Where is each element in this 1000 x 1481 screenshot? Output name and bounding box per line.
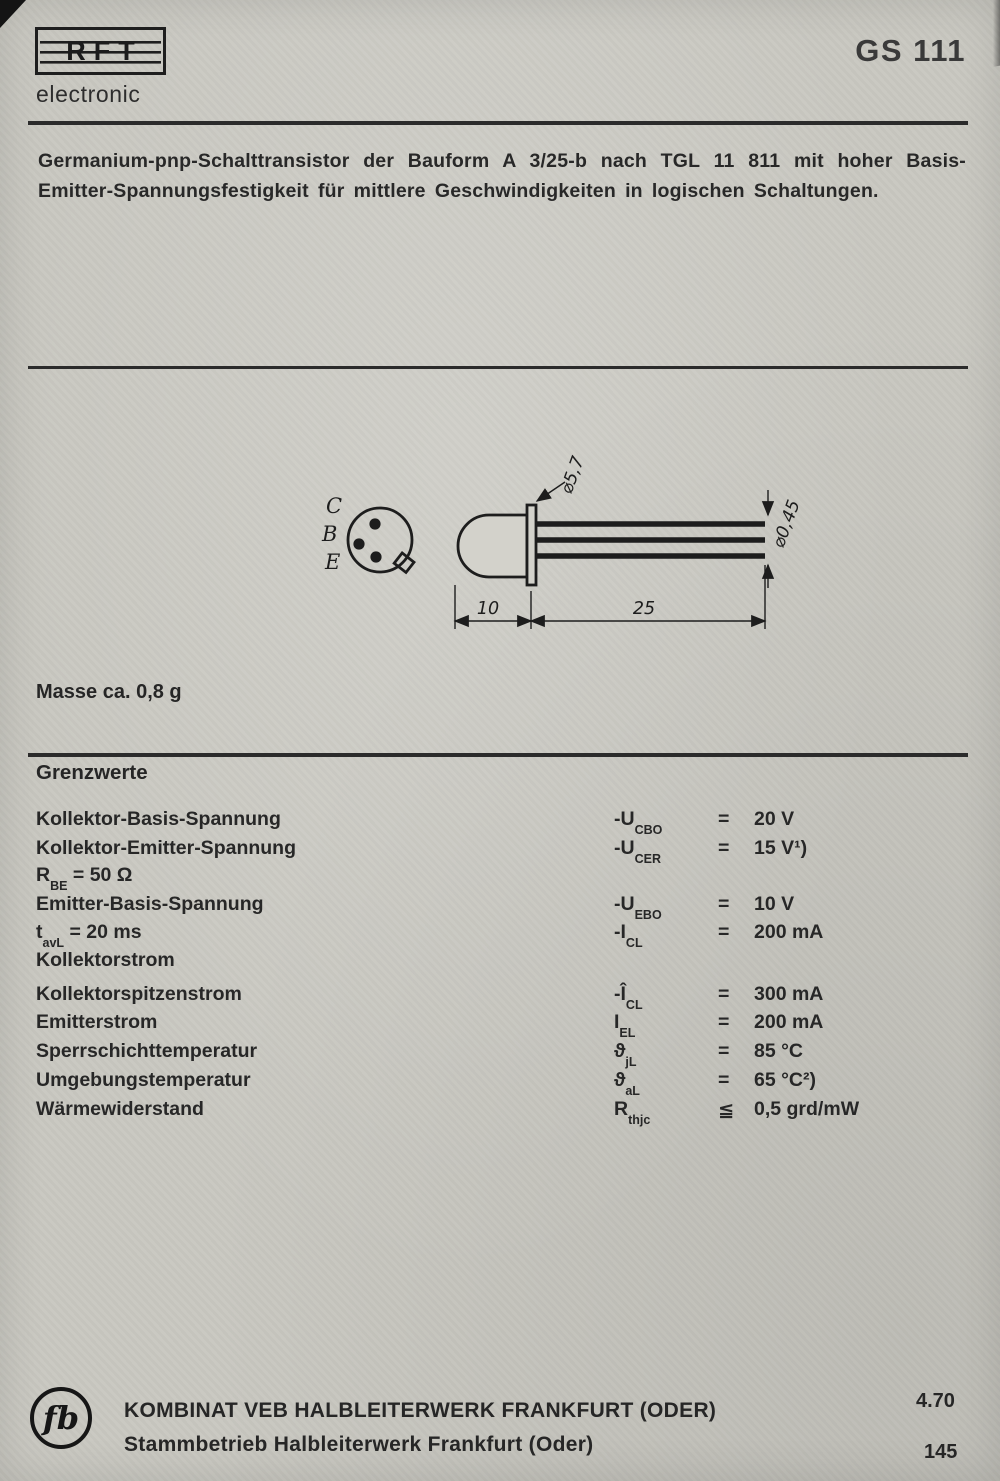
- limit-label: Wärmewiderstand: [36, 1098, 204, 1120]
- horizontal-rule: [28, 366, 968, 369]
- rft-logo-text: RFT: [66, 35, 143, 66]
- limit-symbol: $-U_{CER}$: [614, 837, 661, 866]
- limit-label: Kollektorspitzenstrom: [36, 983, 242, 1005]
- limit-row: [36, 983, 966, 1010]
- dim-flange-diameter: ⌀5,7: [556, 453, 589, 497]
- limit-relation: =: [718, 921, 730, 943]
- limit-label: $R_{BE} = 50$ Ω: [36, 864, 133, 893]
- limit-symbol: $ϑ_{aL}$: [614, 1069, 640, 1098]
- dim-body-length: 10: [476, 599, 500, 619]
- pin-label-e: E: [325, 550, 341, 574]
- limit-symbol: $I_{EL}$: [614, 1011, 636, 1040]
- part-number: GS 111: [855, 33, 966, 68]
- limit-label: Kollektor-Basis-Spannung: [36, 808, 281, 830]
- limit-value: 20 V: [754, 808, 795, 830]
- horizontal-rule: [28, 753, 968, 757]
- dim-lead-diameter: ⌀0,45: [768, 497, 805, 551]
- limit-row: [36, 864, 966, 891]
- horizontal-rule: [28, 121, 968, 125]
- limit-value: 15 V¹): [754, 837, 808, 859]
- limit-row: [36, 808, 966, 835]
- company-line-1: KOMBINAT VEB HALBLEITERWERK FRANKFURT (ODER): [124, 1399, 717, 1422]
- limits-table: [36, 800, 966, 1130]
- mass-note: Masse ca. 0,8 g: [36, 681, 182, 703]
- limit-value: 10 V: [754, 893, 795, 915]
- limit-row: [36, 1069, 966, 1096]
- limit-relation: =: [718, 1040, 730, 1062]
- limit-label: Umgebungstemperatur: [36, 1069, 251, 1091]
- limit-relation: =: [718, 893, 730, 915]
- scan-artifact-corner: [0, 0, 26, 28]
- pin-label-c: C: [326, 494, 343, 518]
- halbleiterwerk-logo: [28, 1385, 94, 1451]
- dim-lead-length: 25: [632, 599, 656, 619]
- limit-label: Kollektorstrom: [36, 949, 175, 971]
- limit-value: 200 mA: [754, 921, 824, 943]
- brand-subtitle: electronic: [36, 81, 141, 107]
- limit-relation: =: [718, 808, 730, 830]
- limit-row: [36, 1011, 966, 1038]
- limit-relation: =: [718, 983, 730, 1005]
- limit-relation: ≦: [718, 1099, 735, 1121]
- limit-symbol: $ϑ_{jL}$: [614, 1040, 637, 1069]
- limit-relation: =: [718, 1069, 730, 1091]
- limit-row: [36, 921, 966, 948]
- limit-value: 300 mA: [754, 983, 824, 1005]
- limit-row: [36, 893, 966, 920]
- limit-value: 0,5 grd/mW: [754, 1098, 860, 1120]
- limit-row: [36, 837, 966, 864]
- limit-value: 65 °C²): [754, 1069, 816, 1091]
- pin-label-b: B: [322, 522, 338, 546]
- limit-symbol: $-U_{CBO}$: [614, 808, 663, 837]
- side-view-body: [458, 505, 536, 585]
- limit-symbol: $-Î_{CL}$: [614, 983, 643, 1012]
- limit-symbol: $R_{thjc}$: [614, 1098, 651, 1127]
- limit-label: $t_{avL} = 20$ ms: [36, 921, 142, 950]
- scan-artifact-edge: [993, 0, 1000, 67]
- limits-title: Grenzwerte: [36, 761, 148, 784]
- halbleiterwerk-logo-text: fb: [42, 1399, 80, 1437]
- limit-symbol: $-I_{CL}$: [614, 921, 643, 950]
- limit-label: Emitterstrom: [36, 1011, 158, 1033]
- rft-logo: [35, 27, 166, 75]
- limit-relation: =: [718, 1011, 730, 1033]
- front-view-pins: [353, 518, 381, 562]
- limit-label: Kollektor-Emitter-Spannung: [36, 837, 297, 859]
- page-number: 145: [924, 1441, 958, 1463]
- company-line-2: Stammbetrieb Halbleiterwerk Frankfurt (Oder): [124, 1433, 594, 1456]
- limit-label: Emitter-Basis-Spannung: [36, 893, 264, 915]
- package-drawing: [280, 435, 840, 665]
- side-view-leads: [536, 524, 765, 556]
- edition-date: 4.70: [916, 1390, 955, 1412]
- limit-row: [36, 1098, 966, 1125]
- limit-row: [36, 949, 966, 976]
- device-description: Germanium-pnp-Schalttransistor der Bauform A 3/25-b nach TGL 11 811 mit hoher Basis-Emitter-Spannungsfestigkeit für mittlere Geschwindigkeiten in logischen Schaltungen.: [38, 150, 966, 203]
- limit-symbol: $-U_{EBO}$: [614, 893, 662, 922]
- limit-row: [36, 1040, 966, 1067]
- limit-label: Sperrschichttemperatur: [36, 1040, 258, 1062]
- limit-value: 85 °C: [754, 1040, 803, 1062]
- limit-relation: =: [718, 837, 730, 859]
- limit-value: 200 mA: [754, 1011, 824, 1033]
